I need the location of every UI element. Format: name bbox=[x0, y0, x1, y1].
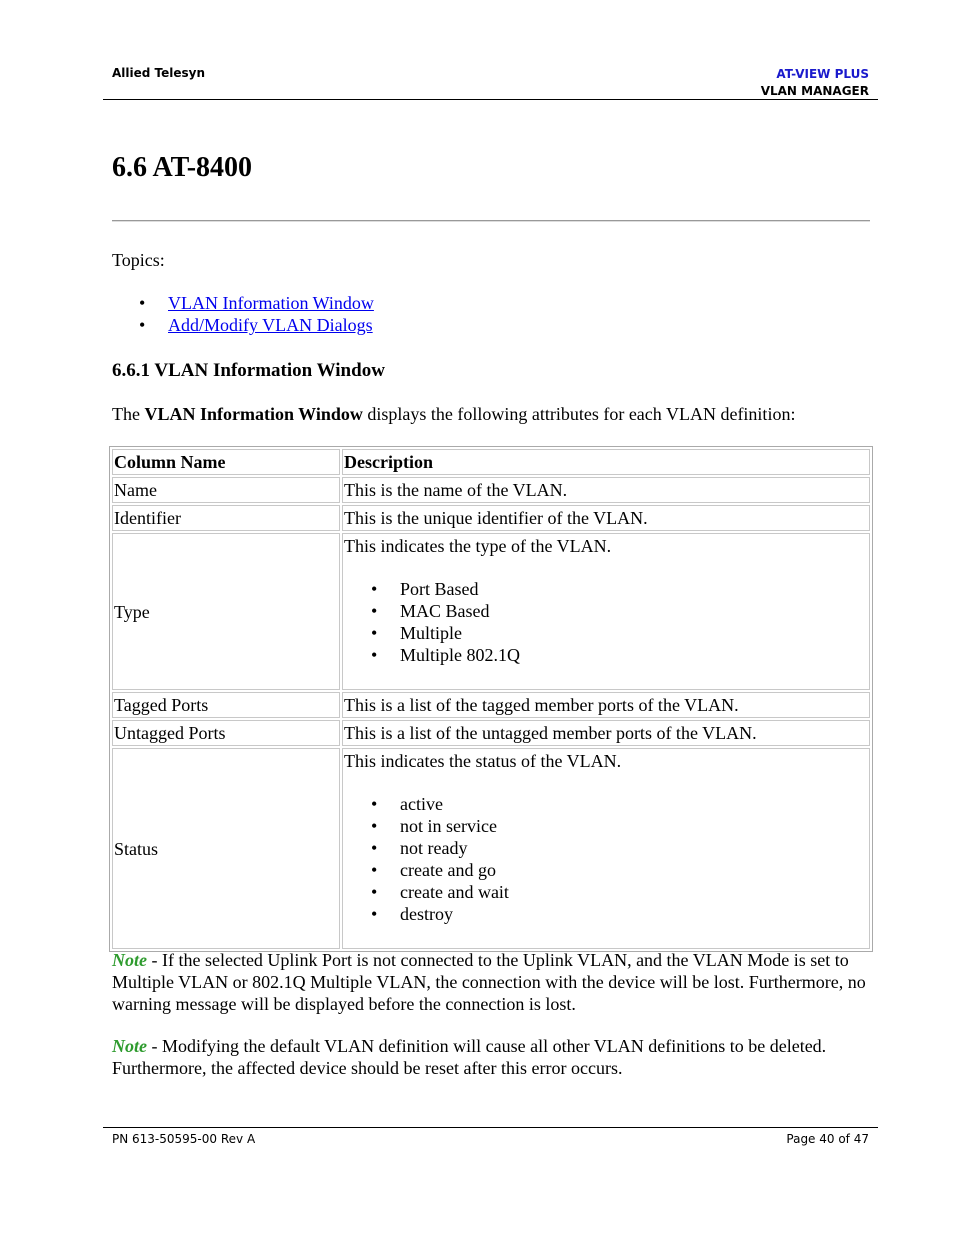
bullet-icon: • bbox=[371, 838, 378, 858]
table-cell-desc bbox=[342, 533, 870, 690]
title-divider bbox=[112, 220, 870, 222]
list-item-text: Port Based bbox=[400, 579, 479, 599]
table-header-cell bbox=[112, 449, 340, 475]
bullet-icon: • bbox=[371, 816, 378, 836]
note-label: Note bbox=[112, 950, 147, 970]
note-text: - If the selected Uplink Port is not connected to the Uplink VLAN, and the VLAN Mode is set to Multiple VLAN or 802.1Q Multiple VLAN, the connection with the device will be lost. Furthermore, no warning message will be displayed before the connection is lost. bbox=[112, 950, 866, 1014]
list-item bbox=[344, 578, 868, 600]
intro-text: The bbox=[112, 404, 145, 424]
list-item bbox=[344, 600, 868, 622]
footer-divider bbox=[103, 1127, 878, 1128]
table-cell-name: Type bbox=[112, 533, 340, 690]
company-name: Allied Telesyn bbox=[112, 66, 206, 80]
bullet-icon: • bbox=[139, 293, 146, 313]
header-description: Description bbox=[344, 452, 433, 472]
list-item bbox=[344, 881, 868, 903]
intro-text-rest: displays the following attributes for each VLAN definition: bbox=[362, 404, 796, 424]
note-label: Note bbox=[112, 1036, 147, 1056]
table-cell-name: Untagged Ports bbox=[112, 720, 340, 746]
product-name: AT-VIEW PLUS bbox=[776, 67, 869, 81]
list-item-text: not ready bbox=[400, 838, 468, 858]
type-list bbox=[344, 578, 868, 666]
note-text: - Modifying the default VLAN definition will cause all other VLAN definitions to be deleted. Furthermore, the affected device should be reset after this error occurs. bbox=[112, 1036, 827, 1078]
table-row bbox=[112, 505, 870, 531]
table-cell-desc: This is a list of the untagged member ports of the VLAN. bbox=[342, 720, 870, 746]
list-item bbox=[344, 815, 868, 837]
vlan-attributes-table bbox=[109, 446, 873, 952]
list-item-text: Multiple 802.1Q bbox=[400, 645, 520, 665]
list-item bbox=[344, 837, 868, 859]
topic-link-vlan-information-window[interactable]: VLAN Information Window bbox=[168, 293, 374, 313]
list-item bbox=[112, 292, 374, 314]
table-cell-name: Tagged Ports bbox=[112, 692, 340, 718]
section-heading: 6.6.1 VLAN Information Window bbox=[112, 360, 385, 381]
list-item-text: active bbox=[400, 794, 443, 814]
list-item-text: create and wait bbox=[400, 882, 509, 902]
bullet-icon: • bbox=[371, 601, 378, 621]
note-default-vlan bbox=[112, 1035, 872, 1079]
intro-bold: VLAN Information Window bbox=[144, 404, 363, 424]
status-list bbox=[344, 793, 868, 925]
header-product-block bbox=[761, 66, 869, 100]
cell-desc-text: This indicates the type of the VLAN. bbox=[344, 536, 612, 556]
list-item-text: destroy bbox=[400, 904, 453, 924]
table-cell-desc: This is a list of the tagged member ports of the VLAN. bbox=[342, 692, 870, 718]
bullet-icon: • bbox=[371, 645, 378, 665]
page-number: Page 40 of 47 bbox=[786, 1132, 869, 1146]
module-name: VLAN MANAGER bbox=[760, 84, 869, 98]
table-cell-name: Status bbox=[112, 748, 340, 949]
topic-link-add-modify-vlan-dialogs[interactable]: Add/Modify VLAN Dialogs bbox=[168, 315, 373, 335]
topics-list bbox=[112, 292, 374, 336]
table-cell-name: Identifier bbox=[112, 505, 340, 531]
table-cell-desc: This is the unique identifier of the VLAN. bbox=[342, 505, 870, 531]
header-divider bbox=[103, 99, 878, 100]
table-cell-name: Name bbox=[112, 477, 340, 503]
bullet-icon: • bbox=[371, 904, 378, 924]
topics-label: Topics: bbox=[112, 250, 165, 270]
list-item bbox=[344, 859, 868, 881]
table-row bbox=[112, 477, 870, 503]
note-uplink bbox=[112, 949, 872, 1015]
table-header-row bbox=[112, 449, 870, 475]
table-row bbox=[112, 533, 870, 690]
list-item bbox=[344, 793, 868, 815]
bullet-icon: • bbox=[371, 794, 378, 814]
table-row bbox=[112, 692, 870, 718]
list-item bbox=[112, 314, 374, 336]
bullet-icon: • bbox=[371, 623, 378, 643]
list-item bbox=[344, 644, 868, 666]
table-header-cell bbox=[342, 449, 870, 475]
header-column-name: Column Name bbox=[114, 452, 226, 472]
bullet-icon: • bbox=[139, 315, 146, 335]
list-item-text: create and go bbox=[400, 860, 496, 880]
table-row bbox=[112, 748, 870, 949]
table-row bbox=[112, 720, 870, 746]
page-title: 6.6 AT-8400 bbox=[112, 152, 253, 183]
list-item-text: Multiple bbox=[400, 623, 462, 643]
list-item bbox=[344, 622, 868, 644]
table-cell-desc: This is the name of the VLAN. bbox=[342, 477, 870, 503]
table-cell-desc bbox=[342, 748, 870, 949]
section-intro bbox=[112, 403, 795, 425]
bullet-icon: • bbox=[371, 860, 378, 880]
cell-desc-text: This indicates the status of the VLAN. bbox=[344, 751, 622, 771]
list-item bbox=[344, 903, 868, 925]
bullet-icon: • bbox=[371, 882, 378, 902]
part-number: PN 613-50595-00 Rev A bbox=[112, 1132, 256, 1146]
list-item-text: MAC Based bbox=[400, 601, 490, 621]
list-item-text: not in service bbox=[400, 816, 497, 836]
bullet-icon: • bbox=[371, 579, 378, 599]
